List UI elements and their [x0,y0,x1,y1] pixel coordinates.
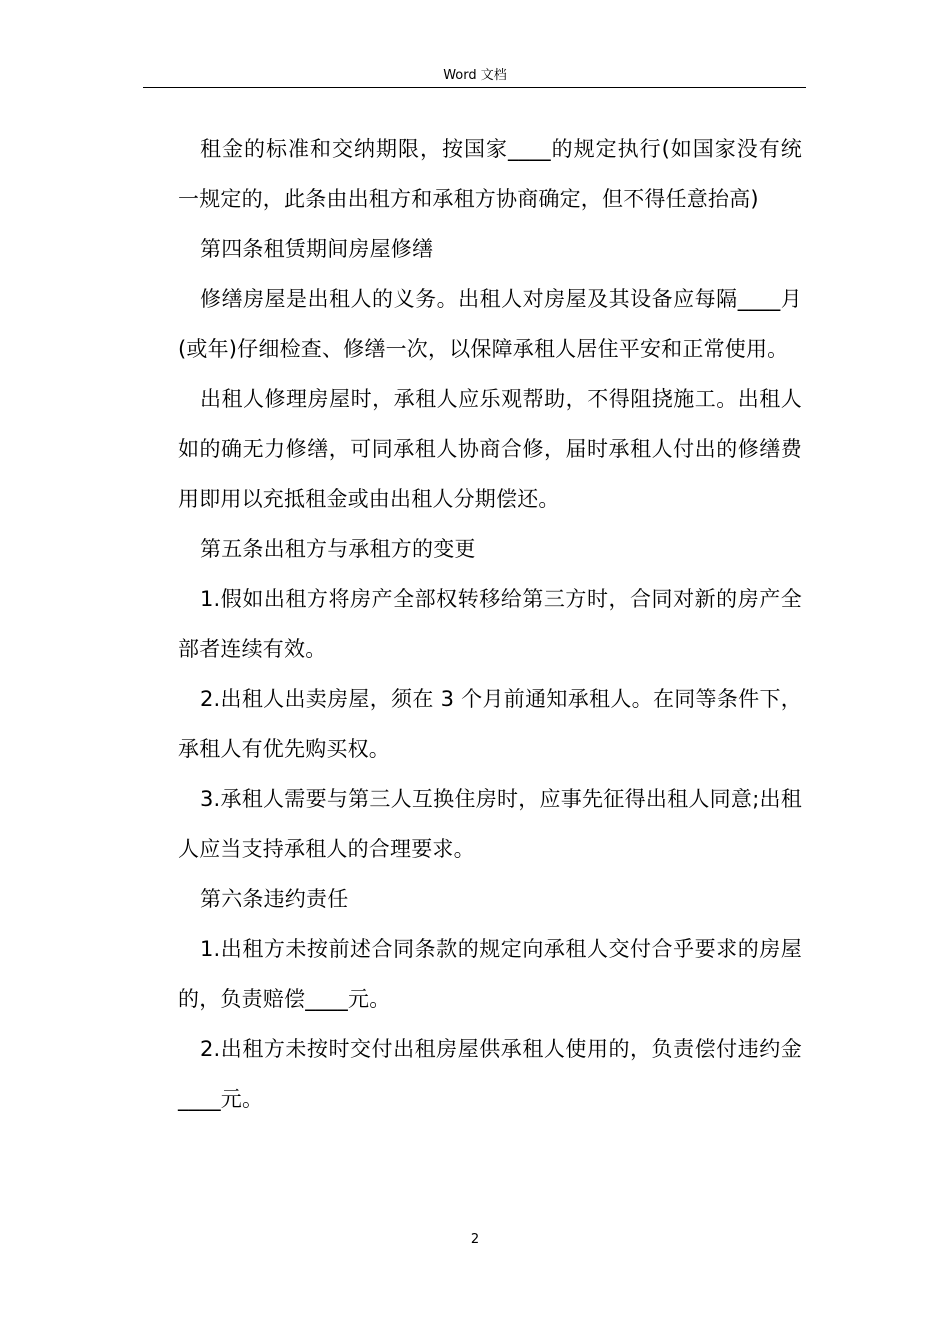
paragraph-breach-2: 2.出租方未按时交付出租房屋供承租人使用的，负责偿付违约金____元。 [178,1037,802,1111]
page-number: 2 [470,1232,480,1247]
document-body [178,124,802,1124]
paragraph-breach-1: 1.出租方未按前述合同条款的规定向承租人交付合乎要求的房屋的，负责赔偿____元。 [178,937,802,1011]
header-title: Word 文档 [443,68,507,83]
heading-article-4: 第四条租赁期间房屋修缮 [200,237,434,261]
paragraph-change-2: 2.出租人出卖房屋，须在 3 个月前通知承租人。在同等条件下，承租人有优先购买权。 [178,687,802,761]
header-divider [143,87,806,88]
paragraph-change-1: 1.假如出租方将房产全部权转移给第三方时，合同对新的房产全部者连续有效。 [178,587,802,661]
heading-article-6: 第六条违约责任 [200,887,349,911]
paragraph-repair-cooperation: 出租人修理房屋时，承租人应乐观帮助，不得阻挠施工。出租人如的确无力修缮，可同承租人协商合修，届时承租人付出的修缮费用即用以充抵租金或由出租人分期偿还。 [178,387,802,511]
paragraph-repair-duty: 修缮房屋是出租人的义务。出租人对房屋及其设备应每隔____月(或年)仔细检查、修缮一次，以保障承租人居住平安和正常使用。 [178,287,802,361]
paragraph-rent-standard: 租金的标准和交纳期限，按国家____的规定执行(如国家没有统一规定的，此条由出租方和承租方协商确定，但不得任意抬高) [178,137,802,211]
paragraph-change-3: 3.承租人需要与第三人互换住房时，应事先征得出租人同意;出租人应当支持承租人的合理要求。 [178,787,802,861]
heading-article-5: 第五条出租方与承租方的变更 [200,537,476,561]
